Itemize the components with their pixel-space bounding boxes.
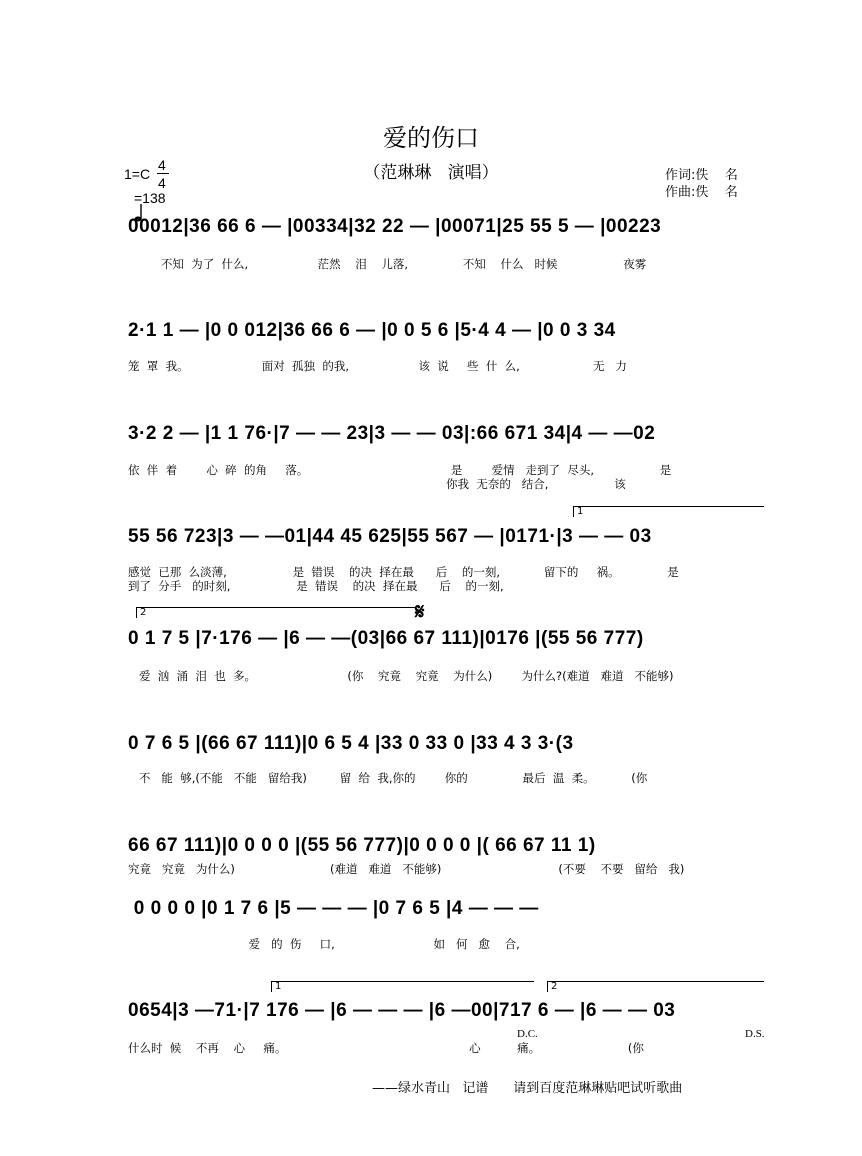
- volta-bracket-2: 2: [136, 607, 415, 618]
- key-signature: 1=C: [124, 166, 151, 182]
- score-row-5: [128, 628, 764, 662]
- volta-bracket-1b: 1: [271, 981, 534, 992]
- notation-line: 0 0 0 0 |0 1 7 6 |5 — — — |0 7 6 5 |4 — — —: [128, 898, 545, 919]
- lyric-line: 爱 的 伤 口, 如 何 愈 合,: [128, 937, 520, 951]
- footer-note: ——绿水青山 记谱 请到百度范琳琳贴吧试听歌曲: [372, 1081, 683, 1096]
- lyric-line: 笼 罩 我。 面对 孤独 的我, 该 说 些 什 么, 无 力: [128, 359, 627, 373]
- notation-line: 2·1 1 — |0 0 012|36 66 6 — |0 0 5 6 |5·4 4 — |0 0 3 34: [128, 320, 616, 341]
- score-row-8: [128, 898, 764, 932]
- time-signature-bottom: 4: [158, 175, 166, 191]
- score-row-3: [128, 423, 764, 457]
- lyric-line: 什么时 候 不再 心 痛。 心 痛。 (你: [128, 1041, 644, 1055]
- time-signature-line: [157, 173, 169, 174]
- notation-line: 66 67 111)|0 0 0 0 |(55 56 777)|0 0 0 0 |( 66 67 11 1): [128, 835, 596, 856]
- lyricist-credit: 作词:佚 名: [665, 168, 738, 183]
- score-row-4: [128, 526, 764, 560]
- segno-sign: 𝄋: [415, 600, 425, 625]
- notation-line: 55 56 723|3 — —01|44 45 625|55 567 — |0171·|3 — — 03: [128, 526, 652, 547]
- score-row-1: [128, 216, 764, 250]
- score-row-9: [128, 1000, 764, 1034]
- lyric-line: 究竟 究竟 为什么) (难道 难道 不能够) (不要 不要 留给 我): [128, 862, 685, 876]
- lyric-line: 感觉 已那 么淡薄, 是 错误 的决 择在最 后 的一刻, 留下的 祸。 是: [128, 565, 679, 579]
- notation-line: 0654|3 —71·|7 176 — |6 — — — |6 —00|717 6 — |6 — — 03: [128, 1000, 676, 1021]
- ds-mark: D.S.: [745, 1028, 765, 1040]
- notation-line: 00012|36 66 6 — |00334|32 22 — |00071|25 55 5 — |00223: [128, 216, 662, 237]
- score-row-2: [128, 320, 764, 354]
- lyric-line: 你我 无奈的 结合, 该: [128, 477, 626, 491]
- score-row-6: [128, 733, 764, 767]
- time-signature-top: 4: [158, 157, 166, 173]
- notation-line: 0 7 6 5 |(66 67 111)|0 6 5 4 |33 0 33 0 |33 4 3 3·(3: [128, 733, 574, 754]
- song-title: 爱的伤口: [383, 124, 479, 152]
- lyric-line: 到了 分手 的时刻, 是 错误 的决 择在最 后 的一刻,: [128, 579, 504, 593]
- lyric-line: 不知 为了 什么, 茫然 泪 儿落, 不知 什么 时候 夜雾: [128, 257, 647, 271]
- lyric-line: 爱 汹 涌 泪 也 多。 (你 究竟 究竟 为什么) 为什么?(难道 难道 不能够): [128, 669, 674, 683]
- dc-mark: D.C.: [517, 1028, 538, 1040]
- lyric-line: 依 伴 着 心 碎 的角 落。 是 爱情 走到了 尽头, 是: [128, 463, 672, 477]
- notation-line: 0 1 7 5 |7·176 — |6 — —(03|66 67 111)|0176 |(55 56 777): [128, 628, 644, 649]
- notation-line: 3·2 2 — |1 1 76·|7 — — 23|3 — — 03|:66 671 34|4 — —02: [128, 423, 656, 444]
- song-subtitle: （范琳琳 演唱）: [363, 163, 499, 183]
- lyric-line: 不 能 够,(不能 不能 留给我) 留 给 我,你的 你的 最后 温 柔。 (你: [128, 771, 648, 785]
- volta-bracket-1: 1: [573, 506, 764, 517]
- tempo-marking: =138: [134, 190, 166, 206]
- volta-bracket-2b: 2: [547, 981, 764, 992]
- composer-credit: 作曲:佚 名: [665, 185, 738, 200]
